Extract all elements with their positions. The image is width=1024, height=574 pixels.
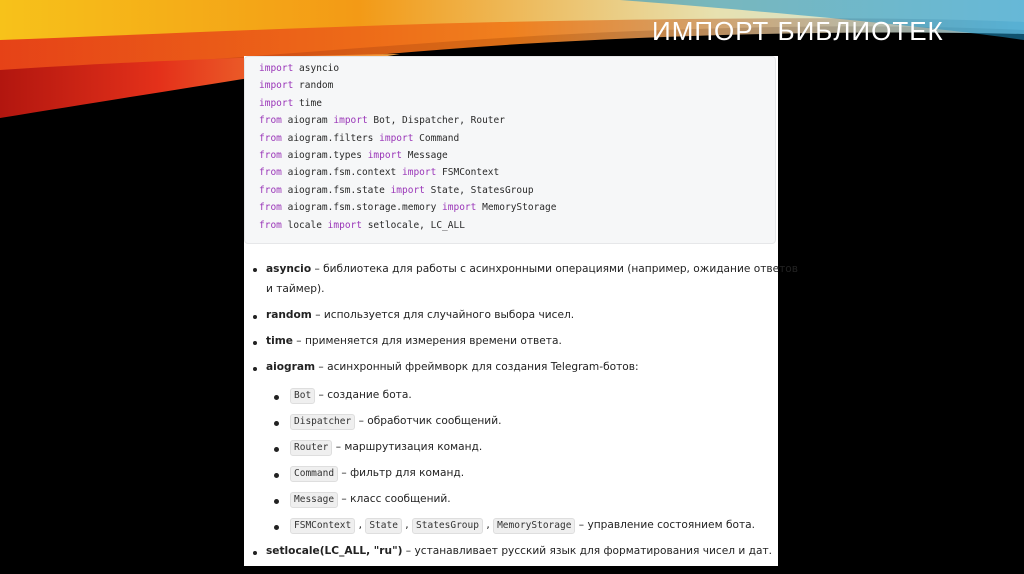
sub-bullet-dot — [274, 395, 279, 400]
bullet-dot — [253, 341, 257, 345]
code-line: from aiogram import Bot, Dispatcher, Router — [259, 115, 505, 127]
sub-bullet-bot: Bot – создание бота. — [290, 388, 412, 404]
code-line: from aiogram.filters import Command — [259, 132, 460, 144]
code-line: import asyncio — [259, 63, 340, 74]
bullet-dot — [253, 551, 257, 555]
sub-bullet-dot — [274, 447, 279, 452]
code-line: from aiogram.types import Message — [259, 150, 448, 161]
sub-bullet-fsm: FSMContext , State , StatesGroup , MemoryStorage – управление состоянием бота. — [290, 518, 755, 534]
slide-title: ИМПОРТ БИБЛИОТЕК — [652, 16, 944, 46]
bullet-dot — [253, 367, 257, 371]
bullet-dot — [253, 268, 257, 272]
sub-bullet-dot — [274, 421, 279, 426]
bullet-asyncio-cont: и таймер). — [266, 283, 325, 295]
bullet-time: time – применяется для измерения времени ответа. — [266, 335, 562, 347]
sub-bullet-dot — [274, 525, 279, 530]
sub-bullet-dispatcher: Dispatcher – обработчик сообщений. — [290, 414, 501, 430]
code-line: from aiogram.fsm.context import FSMContext — [259, 167, 500, 179]
sub-bullet-dot — [274, 473, 279, 478]
code-line: import time — [259, 97, 322, 109]
code-line: import random — [259, 80, 334, 92]
bullet-dot — [253, 315, 257, 319]
content-card — [244, 56, 799, 566]
code-line: from locale import setlocale, LC_ALL — [259, 219, 465, 231]
sub-bullet-message: Message – класс сообщений. — [290, 492, 451, 508]
bullet-random: random – используется для случайного выбора чисел. — [266, 309, 575, 321]
sub-bullet-command: Command – фильтр для команд. — [290, 466, 464, 482]
code-line: from aiogram.fsm.state import State, StatesGroup — [259, 184, 534, 196]
code-block — [244, 56, 776, 244]
code-line: from aiogram.fsm.storage.memory import MemoryStorage — [259, 202, 557, 214]
bullet-asyncio: asyncio – библиотека для работы с асинхронными операциями (например, ожидание ответов — [266, 263, 799, 275]
bullet-aiogram: aiogram – асинхронный фреймворк для создания Telegram-ботов: — [266, 361, 639, 373]
bullet-setlocale: setlocale(LC_ALL, "ru") – устанавливает русский язык для форматирования чисел и дат. — [266, 545, 773, 557]
sub-bullet-dot — [274, 499, 279, 504]
sub-bullet-router: Router – маршрутизация команд. — [290, 440, 482, 456]
